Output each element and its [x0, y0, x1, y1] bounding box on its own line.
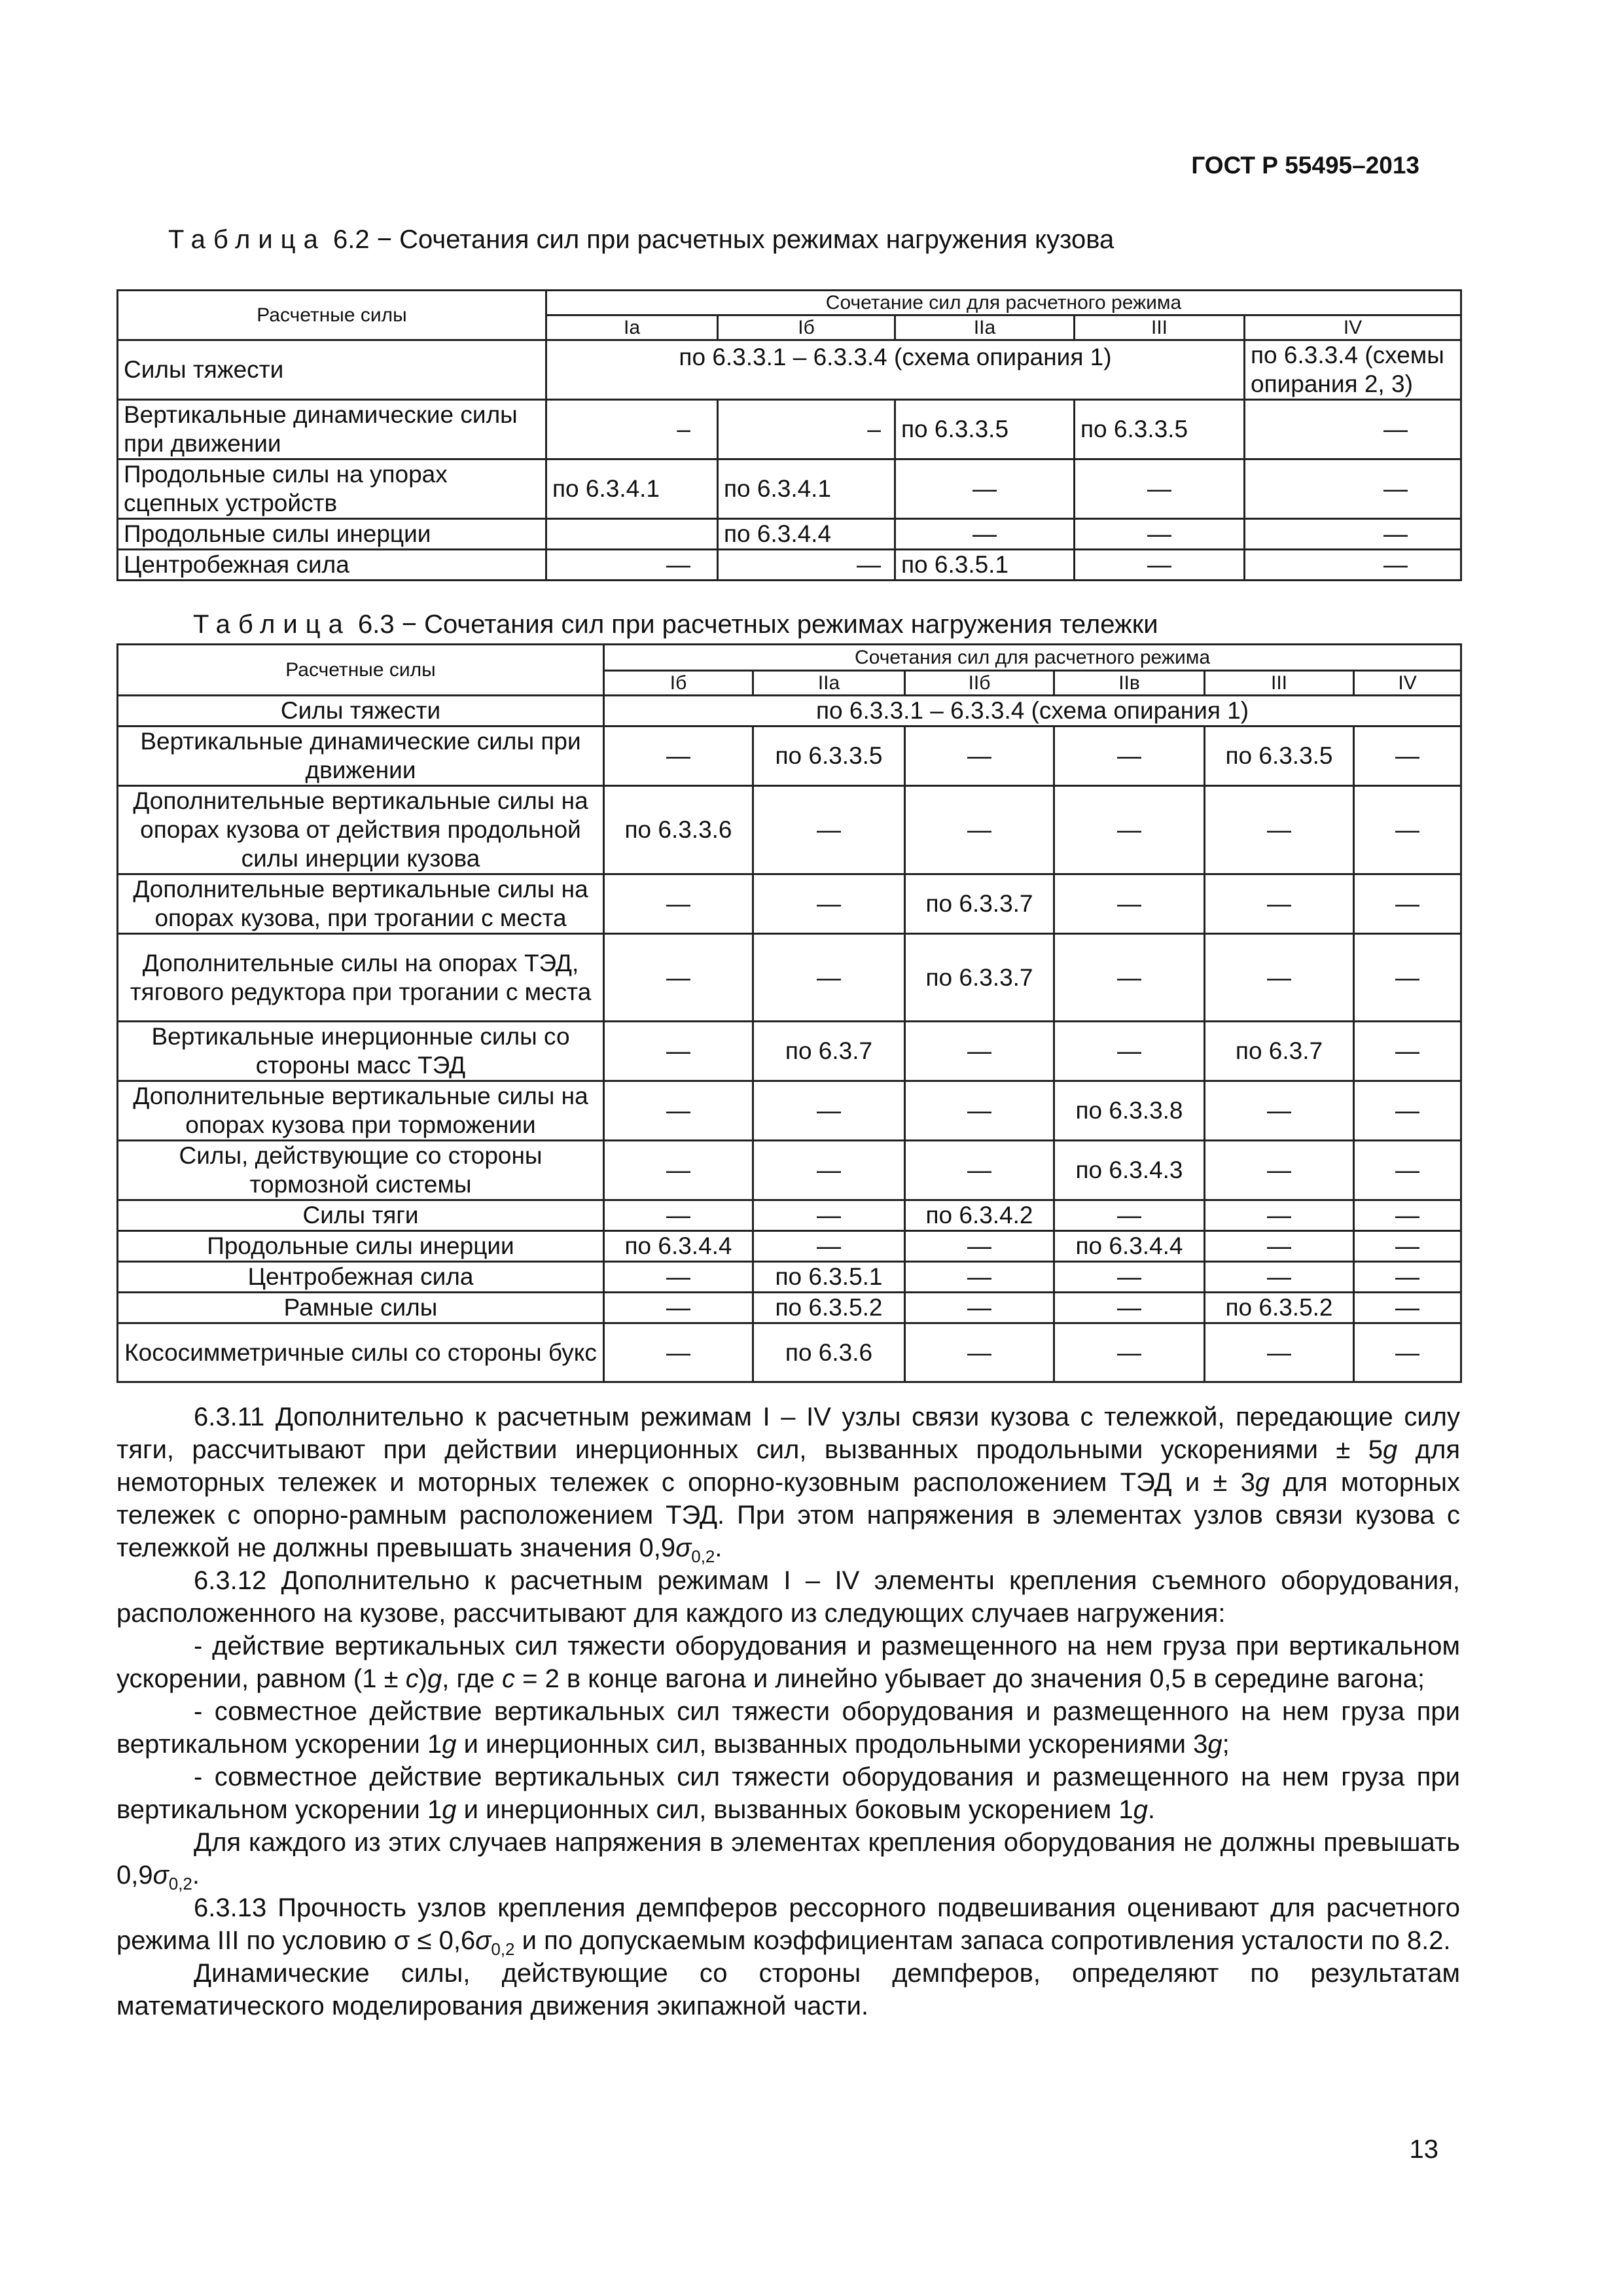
body-text [116, 1401, 1460, 2022]
table-cell: — [753, 1141, 905, 1200]
table-cell: по 6.3.3.5 [895, 400, 1075, 459]
table-row [118, 1323, 1461, 1382]
table-word: Таблица [193, 610, 351, 639]
table-cell: по 6.3.3.5 [753, 726, 905, 786]
table-cell: по 6.3.4.4 [1054, 1231, 1205, 1262]
italic-text: c [501, 1664, 515, 1693]
table-cell: по 6.3.3.1 – 6.3.3.4 (схема опирания 1) [546, 340, 1245, 400]
text-run: для немоторных тележек и моторных тележек с опорно-кузовным расположением ТЭД и ± 3 [116, 1435, 1460, 1497]
table-cell: — [1354, 786, 1461, 874]
table-cell: — [1054, 1262, 1205, 1293]
table-cell: — [1205, 934, 1354, 1022]
table-cell: по 6.3.4.3 [1054, 1141, 1205, 1200]
table-cell: — [1245, 550, 1461, 581]
table-cell: — [1354, 1293, 1461, 1323]
text-run: и инерционных сил, вызванных продольными ускорениями 3 [456, 1730, 1208, 1759]
table-cell: — [1354, 1231, 1461, 1262]
table-cell: по 6.3.4.4 [604, 1231, 753, 1262]
table-cell: — [604, 726, 753, 786]
table-row [118, 1262, 1461, 1293]
table-word: Таблица [168, 225, 326, 254]
text-run: 6.3.13 Прочность узлов крепления демпферов рессорного подвешивания оценивают для расчетного режима III по условию σ ≤ 0,6 [116, 1893, 1460, 1955]
table-cell: по 6.3.3.5 [1205, 726, 1354, 786]
table-cell: — [1354, 874, 1461, 934]
table-cell: по 6.3.3.4 (схемы опирания 2, 3) [1245, 340, 1461, 400]
table-cell: — [1354, 934, 1461, 1022]
table-header-group: Сочетания сил для расчетного режима [604, 645, 1461, 671]
row-label: Рамные силы [118, 1293, 604, 1323]
table-cell: — [1054, 1293, 1205, 1323]
row-label: Продольные силы инерции [118, 519, 546, 550]
table-row [118, 519, 1461, 550]
table-cell: — [604, 1081, 753, 1141]
table-cell: — [1054, 1022, 1205, 1081]
table-row [118, 786, 1461, 874]
table-cell: по 6.3.3.7 [905, 934, 1054, 1022]
table-cell: — [604, 1323, 753, 1382]
italic-text: σ [675, 1534, 692, 1562]
row-label: Силы, действующие со стороны тормозной системы [118, 1141, 604, 1200]
table-cell: по 6.3.5.1 [753, 1262, 905, 1293]
table-cell: — [905, 1231, 1054, 1262]
table-cell: по 6.3.7 [753, 1022, 905, 1081]
table-cell: — [604, 1022, 753, 1081]
row-label: Вертикальные динамические силы при движении [118, 726, 604, 786]
table-cell: — [1354, 1141, 1461, 1200]
table-cell: — [1354, 726, 1461, 786]
row-label: Дополнительные силы на опорах ТЭД, тягового редуктора при трогании с места [118, 934, 604, 1022]
table-cell: по 6.3.3.8 [1054, 1081, 1205, 1141]
table-cell: — [905, 1293, 1054, 1323]
table-6-3-caption [193, 610, 1158, 639]
mode-header: IIб [905, 671, 1054, 696]
row-label: Вертикальные динамические силы при движении [118, 400, 546, 459]
table-cell: по 6.3.5.1 [895, 550, 1075, 581]
table-cell: — [905, 1141, 1054, 1200]
table-cell: — [905, 1323, 1054, 1382]
table-cell: — [604, 1141, 753, 1200]
italic-text: g [1207, 1730, 1222, 1759]
table-row [118, 1141, 1461, 1200]
table-cell: по 6.3.3.7 [905, 874, 1054, 934]
table-cell: — [753, 786, 905, 874]
table-cell: — [546, 550, 718, 581]
table-cell: — [1054, 786, 1205, 874]
table-cell: — [718, 550, 895, 581]
table-cell: — [905, 786, 1054, 874]
table-row [118, 340, 1461, 400]
table-cell: — [1205, 1141, 1354, 1200]
row-label: Дополнительные вертикальные силы на опорах кузова при торможении [118, 1081, 604, 1141]
italic-text: g [1255, 1468, 1270, 1497]
table-cell: — [753, 874, 905, 934]
table-cell: — [1205, 1081, 1354, 1141]
table-cell: — [895, 459, 1075, 519]
table-caption-text: 6.3 − Сочетания сил при расчетных режимах нагружения тележки [357, 610, 1158, 639]
table-cell: — [604, 1262, 753, 1293]
table-cell: — [1205, 1231, 1354, 1262]
mode-header: Iа [546, 315, 718, 340]
table-cell: — [1205, 1323, 1354, 1382]
table-cell: — [1054, 934, 1205, 1022]
table-cell: — [1354, 1081, 1461, 1141]
table-cell: — [1205, 874, 1354, 934]
table-cell: по 6.3.5.2 [1205, 1293, 1354, 1323]
table-cell: по 6.3.3.1 – 6.3.3.4 (схема опирания 1) [604, 696, 1461, 726]
text-run: . [1147, 1795, 1155, 1824]
table-6-3 [116, 643, 1462, 1383]
table-header-group: Сочетание сил для расчетного режима [546, 291, 1461, 315]
table-cell: — [1054, 1323, 1205, 1382]
paragraph [116, 1564, 1460, 1630]
row-label: Силы тяжести [118, 696, 604, 726]
table-cell: по 6.3.3.5 [1075, 400, 1245, 459]
mode-header: IIв [1054, 671, 1205, 696]
subscript-text: 0,2 [491, 1939, 515, 1959]
text-run: . [192, 1861, 200, 1890]
row-label: Продольные силы инерции [118, 1231, 604, 1262]
table-cell: — [604, 874, 753, 934]
text-run: - действие вертикальных сил тяжести оборудования и размещенного на нем груза при вертикальном ускорении, равном (1 ± [116, 1632, 1460, 1693]
table-header-forces: Расчетные силы [118, 645, 604, 696]
table-row [118, 1022, 1461, 1081]
table-row [118, 1200, 1461, 1231]
table-cell: — [1205, 786, 1354, 874]
paragraph [116, 1695, 1460, 1761]
text-run: и по допускаемым коэффициентам запаса сопротивления усталости по 8.2. [514, 1926, 1451, 1955]
italic-text: σ [475, 1926, 491, 1955]
table-cell: — [753, 934, 905, 1022]
table-cell: по 6.3.4.2 [905, 1200, 1054, 1231]
row-label: Дополнительные вертикальные силы на опорах кузова, при трогании с места [118, 874, 604, 934]
table-row [118, 1231, 1461, 1262]
row-label: Центробежная сила [118, 550, 546, 581]
italic-text: σ [152, 1861, 169, 1890]
text-run: - совместное действие вертикальных сил тяжести оборудования и размещенного на нем груза при вертикальном ускорении 1 [116, 1763, 1460, 1824]
row-label: Продольные силы на упорах сцепных устройств [118, 459, 546, 519]
table-header-forces: Расчетные силы [118, 291, 546, 340]
table-cell: по 6.3.4.1 [718, 459, 895, 519]
table-cell: — [1075, 459, 1245, 519]
table-cell: – [546, 400, 718, 459]
table-cell: — [895, 519, 1075, 550]
table-cell: — [604, 1293, 753, 1323]
row-label: Кососимметричные силы со стороны букс [118, 1323, 604, 1382]
table-row [118, 1293, 1461, 1323]
paragraph [116, 1401, 1460, 1564]
table-cell: — [1245, 400, 1461, 459]
table-row [118, 934, 1461, 1022]
table-cell: — [1205, 1262, 1354, 1293]
italic-text: c [405, 1664, 419, 1693]
table-6-2 [116, 289, 1462, 581]
table-cell: — [1354, 1323, 1461, 1382]
table-cell: — [1354, 1022, 1461, 1081]
table-cell: — [1354, 1200, 1461, 1231]
row-label: Центробежная сила [118, 1262, 604, 1293]
table-cell: по 6.3.4.1 [546, 459, 718, 519]
page-number: 13 [1409, 2135, 1438, 2164]
table-row [118, 550, 1461, 581]
paragraph [116, 1761, 1460, 1826]
table-cell: по 6.3.5.2 [753, 1293, 905, 1323]
mode-header: IIа [753, 671, 905, 696]
table-cell: — [1245, 459, 1461, 519]
table-cell: – [718, 400, 895, 459]
table-cell: по 6.3.3.6 [604, 786, 753, 874]
table-cell: — [905, 726, 1054, 786]
text-run: Динамические силы, действующие со стороны демпферов, определяют по результатам математического моделирования движения экипажной части. [116, 1959, 1460, 2020]
table-row [118, 459, 1461, 519]
paragraph [116, 1957, 1460, 2022]
mode-header: IV [1245, 315, 1461, 340]
table-cell: по 6.3.6 [753, 1323, 905, 1382]
row-label: Силы тяжести [118, 340, 546, 400]
text-run: ; [1222, 1730, 1230, 1759]
paragraph [116, 1826, 1460, 1892]
subscript-text: 0,2 [168, 1874, 192, 1893]
table-cell: — [1075, 550, 1245, 581]
row-label: Дополнительные вертикальные силы на опорах кузова от действия продольной силы инерции кузова [118, 786, 604, 874]
table-cell: — [753, 1200, 905, 1231]
mode-header: IV [1354, 671, 1461, 696]
table-cell: — [905, 1022, 1054, 1081]
text-run: . [715, 1534, 722, 1562]
table-cell: — [905, 1081, 1054, 1141]
mode-header: Iб [604, 671, 753, 696]
table-cell: — [1054, 874, 1205, 934]
table-cell: — [1054, 726, 1205, 786]
paragraph [116, 1630, 1460, 1695]
table-cell: — [1354, 1262, 1461, 1293]
table-cell: — [753, 1231, 905, 1262]
text-run: для моторных тележек с опорно-рамным расположением ТЭД. При этом напряжения в элементах узлов связи кузова с тележкой не должны превышать значения 0,9 [116, 1468, 1461, 1562]
text-run: , где [442, 1664, 502, 1693]
table-cell: — [1054, 1200, 1205, 1231]
mode-header: IIа [895, 315, 1075, 340]
text-run: 6.3.12 Дополнительно к расчетным режимам I – IV элементы крепления съемного оборудования, расположенного на кузове, рассчитывают для каждого из следующих случаев нагружения: [116, 1566, 1460, 1628]
paragraph [116, 1892, 1460, 1957]
table-cell: — [604, 934, 753, 1022]
table-6-2-caption [168, 225, 1114, 255]
italic-text: g [1383, 1435, 1398, 1464]
standard-code: ГОСТ Р 55495–2013 [1191, 152, 1419, 179]
table-row [118, 696, 1461, 726]
mode-header: III [1075, 315, 1245, 340]
italic-text: g [1133, 1795, 1148, 1824]
table-cell: по 6.3.7 [1205, 1022, 1354, 1081]
table-cell: — [604, 1200, 753, 1231]
italic-text: g [427, 1664, 442, 1693]
table-row [118, 726, 1461, 786]
table-row [118, 400, 1461, 459]
table-cell: — [753, 1081, 905, 1141]
table-cell: по 6.3.4.4 [718, 519, 895, 550]
text-run: и инерционных сил, вызванных боковым ускорением 1 [456, 1795, 1133, 1824]
text-run: = 2 в конце вагона и линейно убывает до значения 0,5 в середине вагона; [514, 1664, 1425, 1693]
table-caption-text: 6.2 − Сочетания сил при расчетных режимах нагружения кузова [332, 225, 1115, 254]
table-row [118, 1081, 1461, 1141]
table-cell: — [1205, 1200, 1354, 1231]
italic-text: g [442, 1795, 457, 1824]
mode-header: Iб [718, 315, 895, 340]
table-cell [546, 519, 718, 550]
italic-text: g [442, 1730, 457, 1759]
text-run: 6.3.11 Дополнительно к расчетным режимам I – IV узлы связи кузова с тележкой, передающие силу тяги, рассчитывают при действии инерционных сил, вызванных продольными ускорениями ± 5 [116, 1403, 1460, 1464]
text-run: ) [418, 1664, 428, 1693]
table-cell: — [905, 1262, 1054, 1293]
row-label: Силы тяги [118, 1200, 604, 1231]
mode-header: III [1205, 671, 1354, 696]
table-row [118, 874, 1461, 934]
subscript-text: 0,2 [691, 1547, 715, 1566]
text-run: Для каждого из этих случаев напряжения в элементах крепления оборудования не должны превышать 0,9 [116, 1828, 1460, 1890]
row-label: Вертикальные инерционные силы со стороны масс ТЭД [118, 1022, 604, 1081]
text-run: - совместное действие вертикальных сил тяжести оборудования и размещенного на нем груза при вертикальном ускорении 1 [116, 1697, 1460, 1759]
table-cell: — [1075, 519, 1245, 550]
table-cell: — [1245, 519, 1461, 550]
